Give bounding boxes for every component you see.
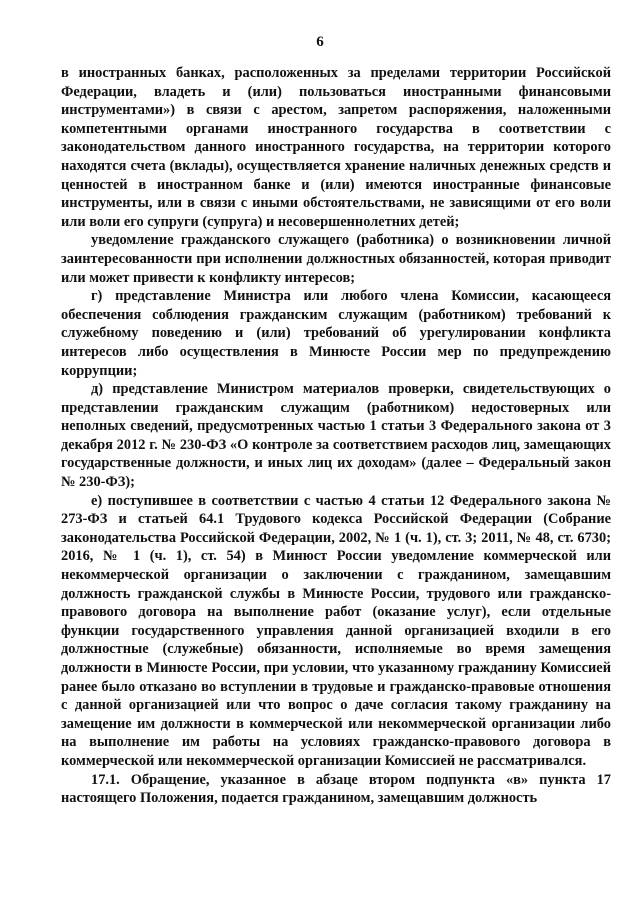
paragraph-continuation: в иностранных банках, расположенных за пределами территории Российской Федерации, владеть и (или) пользоваться иностранными финансовыми инструментами») в связи с арестом, запретом распоряжения, наложенными компетентными органами иностранного государства в соответствии с законодательством данного иностранного государства, на территории которого находятся счета (вклады), осуществляется хранение наличных денежных средств и ценностей в иностранном банке и (или) имеются иностранные финансовые инструменты, или в связи с иными обстоятельствами, не зависящими от его воли или воли его супруги (супруга) и несовершеннолетних детей; <box>61 65 611 230</box>
page-number: 6 <box>316 34 324 50</box>
paragraph-item-e: е) поступившее в соответствии с частью 4 статьи 12 Федерального закона № 273-ФЗ и статьей 64.1 Трудового кодекса Российской Федерации (Собрание законодательства Российской Федерации, 2002, № 1 (ч. 1), ст. 3; 2011, № 48, ст. 6730; 2016, № 1 (ч. 1), ст. 54) в Минюст России уведомление коммерческой или некоммерческой организации о заключении с гражданином, замещавшим должность гражданской службы в Минюсте России, трудового или гражданско-правового договора на выполнение работ (оказание услуг), если отдельные функции государственного управления данной организацией входили в его должностные (служебные) обязанности, исполняемые во время замещения должности в Минюсте России, при условии, что указанному гражданину Комиссией ранее было отказано во вступлении в трудовые и гражданско-правовые отношения с данной организацией или что вопрос о даче согласия такому гражданину на замещение им должности в коммерческой или некоммерческой организации либо на выполнение им работы на условиях гражданско-правового договора в коммерческой или некоммерческой организации Комиссией не рассматривался. <box>61 492 611 769</box>
paragraph-17-1: 17.1. Обращение, указанное в абзаце втором подпункта «в» пункта 17 настоящего Положения, подается гражданином, замещавшим должность <box>61 771 611 807</box>
paragraph-conflict-notice: уведомление гражданского служащего (работника) о возникновении личной заинтересованности при исполнении должностных обязанностей, которая приводит или может привести к конфликту интересов; <box>61 232 611 286</box>
paragraph-item-g: г) представление Министра или любого члена Комиссии, касающееся обеспечения соблюдения гражданским служащим (работником) требований к служебному поведению и (или) требований об урегулировании конфликта интересов либо осуществления в Минюсте России мер по предупреждению коррупции; <box>61 288 611 379</box>
document-body <box>61 64 611 808</box>
paragraph-item-d: д) представление Министром материалов проверки, свидетельствующих о представлении гражданским служащим (работником) недостоверных или неполных сведений, предусмотренных частью 1 статьи 3 Федерального закона от 3 декабря 2012 г. № 230-ФЗ «О контроле за соответствием расходов лиц, замещающих государственные должности, и иных лиц их доходам» (далее – Федеральный закон № 230-ФЗ); <box>61 381 611 491</box>
